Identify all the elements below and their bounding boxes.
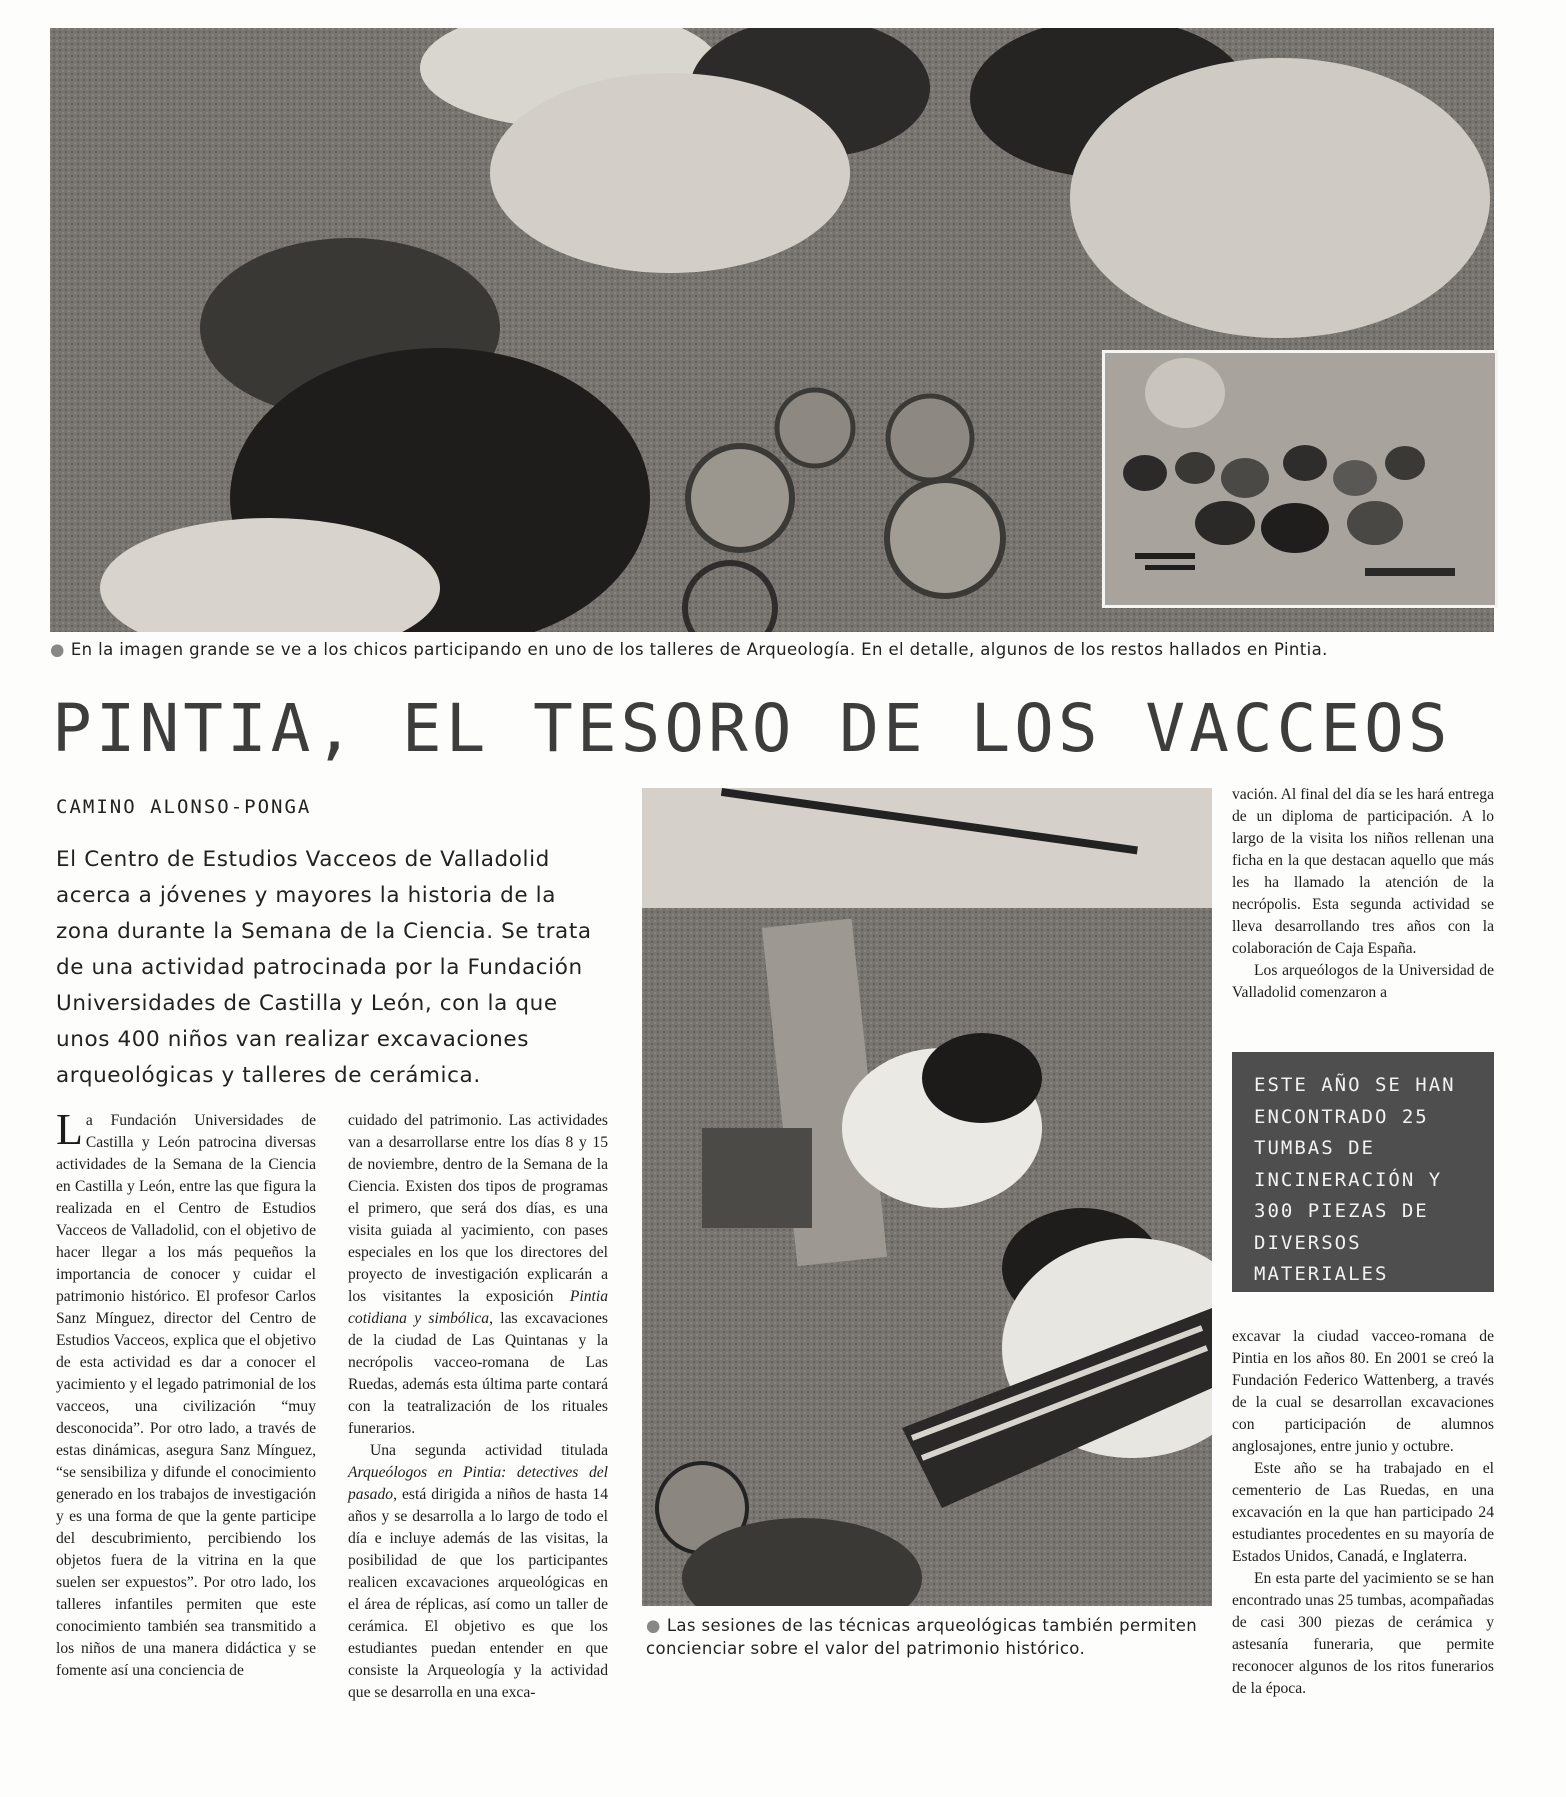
pullquote-box bbox=[1232, 1052, 1494, 1292]
article-column-2 bbox=[348, 1110, 608, 1704]
col4-bottom-paragraph-3: En esta parte del yacimiento se se han encontrado unas 25 tumbas, acompañadas de casi 300 piezas de cerámica y astesanía funeraria, que permite reconocer algunos de los ritos funerarios de la época. bbox=[1232, 1570, 1494, 1697]
byline: CAMINO ALONSO-PONGA bbox=[56, 796, 312, 818]
top-caption-text: En la imagen grande se ve a los chicos participando en uno de los talleres de Arqueología. En el detalle, algunos de los restos hallados en Pintia. bbox=[70, 640, 1328, 659]
col1-paragraph: a Fundación Universidades de Castilla y León patrocina diversas actividades de la Semana de la Ciencia en Castilla y León, entre las que figura la realizada en el Centro de Estudios Vacceos de Valladolid, con el objetivo de hacer llegar a los más pequeños la importancia de conocer y cuidar el patrimonio histórico. El profesor Carlos Sanz Mínguez, director del Centro de Estudios Vacceos, explica que el objetivo de esta actividad es dar a conocer el yacimiento y el legado patrimonial de los vacceos, una civilización “muy desconocida”. Por otro lado, a través de estas dinámicas, asegura Sanz Mínguez, “se sensibiliza y difunde el conocimiento generado en los trabajos de investigación y es una forma de que la gente participe del descubrimiento, percibiendo los objetos fuera de la vitrina en la que suelen ser expuestos”. Por otro lado, los talleres infantiles permiten que este conocimiento también sea transmitido a los niños de una manera didáctica y se fomente así una conciencia de bbox=[56, 1112, 316, 1679]
inset-photo-scene bbox=[1105, 353, 1495, 605]
article-column-4-top bbox=[1232, 784, 1494, 1004]
col4-bottom-paragraph-1: excavar la ciudad vacceo-romana de Pintia en los años 80. En 2001 se creó la Fundación Federico Wattenberg, a través de la cual se desarrollan excavaciones con participación de alumnos anglosajones, entre junio y octubre. bbox=[1232, 1328, 1494, 1455]
caption-bullet-icon: ● bbox=[50, 640, 65, 659]
col2-paragraph-1: cuidado del patrimonio. Las actividades van a desarrollarse entre los días 8 y 15 de noviembre, dentro de la Semana de la Ciencia. Existen dos tipos de programas el primero, que será dos días, es una visita guiada al yacimiento, con pases especiales en los que los directores del proyecto de investigación explicarán a los visitantes la exposición Pintia cotidiana y simbólica, las excavaciones de la ciudad de Las Quintanas y la necrópolis vacceo-romana de Las Ruedas, además esta última parte contará con la teatralización de los rituales funerarios. bbox=[348, 1112, 608, 1437]
article-column-1 bbox=[56, 1105, 316, 1682]
col4-bottom-paragraph-2: Este año se ha trabajado en el cementerio de Las Ruedas, en una excavación en la que han participado 24 estudiantes procedentes en su mayoría de Estados Unidos, Canadá, e Inglaterra. bbox=[1232, 1460, 1494, 1565]
middle-photo bbox=[642, 788, 1212, 1606]
pullquote-text: ESTE AÑO SE HAN ENCONTRADO 25 TUMBAS DE INCINERACIÓN Y 300 PIEZAS DE DIVERSOS MATERIALES bbox=[1254, 1074, 1456, 1285]
middle-caption-text: Las sesiones de las técnicas arqueológicas también permiten concienciar sobre el valor del patrimonio histórico. bbox=[646, 1616, 1198, 1658]
col4-top-paragraph-2: Los arqueólogos de la Universidad de Valladolid comenzaron a bbox=[1232, 962, 1494, 1001]
lede: El Centro de Estudios Vacceos de Valladolid acerca a jóvenes y mayores la historia de la zona durante la Semana de la Ciencia. Se trata de una actividad patrocinada por la Fundación Universidades de Castilla y León, con la que unos 400 niños van realizar excavaciones arqueológicas y talleres de cerámica. bbox=[56, 847, 592, 1088]
article-column-4-bottom bbox=[1232, 1326, 1494, 1700]
col2-paragraph-2: Una segunda actividad titulada Arqueólogos en Pintia: detectives del pasado, está dirigida a niños de hasta 14 años y se desarrolla a lo largo de todo el día e incluye además de las visitas, la posibilidad de que los participantes realicen excavaciones arqueológicas en el área de réplicas, así como un taller de cerámica. El objetivo es que los estudiantes puedan entender en que consiste la Arqueología y la actividad que se desarrolla en una exca- bbox=[348, 1442, 608, 1701]
caption-bullet-icon: ● bbox=[646, 1616, 661, 1635]
inset-photo bbox=[1102, 350, 1498, 608]
col4-top-paragraph-1: vación. Al final del día se les hará entrega de un diploma de participación. A lo largo de la visita los niños rellenan una ficha en la que destacan aquello que más les ha llamado la atención de la necrópolis. Esta segunda actividad se lleva desarrollando tres años con la colaboración de Caja España. bbox=[1232, 786, 1494, 957]
middle-photo-scene bbox=[642, 788, 1212, 1606]
top-photo-caption bbox=[50, 640, 1500, 659]
middle-photo-caption bbox=[646, 1614, 1212, 1660]
dropcap: L bbox=[56, 1105, 83, 1154]
headline: PINTIA, EL TESORO DE LOS VACCEOS bbox=[52, 690, 1452, 767]
